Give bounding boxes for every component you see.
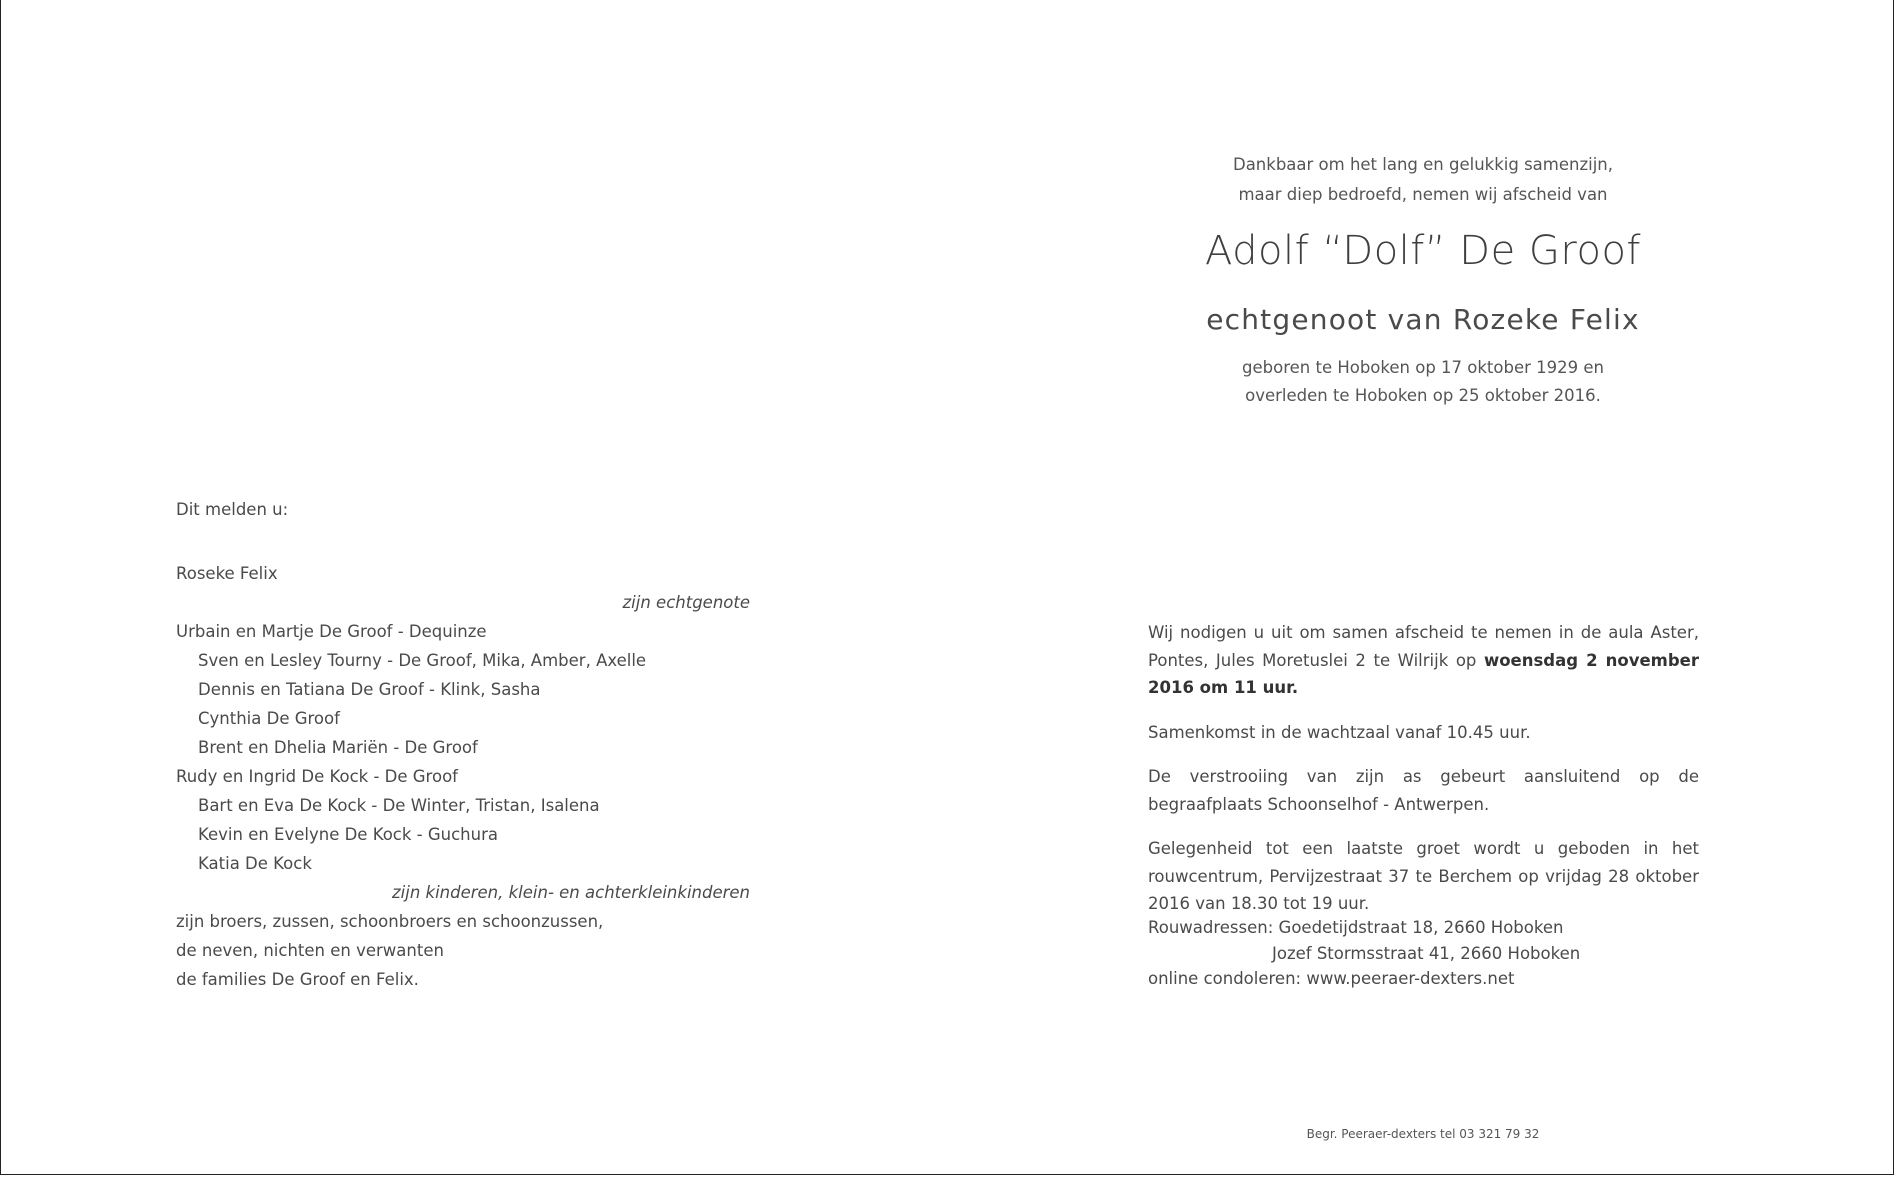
- family-member: Rudy en Ingrid De Kock - De Groof: [176, 767, 458, 786]
- family-list: [176, 559, 750, 994]
- family-member: Katia De Kock: [198, 854, 312, 873]
- online-condolence: online condoleren: www.peeraer-dexters.net: [1148, 969, 1515, 988]
- announcement: Dit melden u:: [176, 500, 289, 519]
- visitation-paragraph: Gelegenheid tot een laatste groet wordt u geboden in het rouwcentrum, Pervijzestraat 37 te Berchem op vrijdag 28 oktober 2016 van 18.30 tot 19 uur.: [1148, 839, 1699, 913]
- family-member: Sven en Lesley Tourny - De Groof, Mika, Amber, Axelle: [198, 651, 647, 670]
- spouse-line: echtgenoot van Rozeke Felix: [1206, 303, 1640, 336]
- spouse-role: zijn echtgenote: [622, 593, 750, 612]
- mourning-address-2: Jozef Stormsstraat 41, 2660 Hoboken: [1272, 943, 1581, 963]
- relatives-line: de families De Groof en Felix.: [176, 970, 419, 989]
- mourning-address-1: Rouwadressen: Goedetijdstraat 18, 2660 Hoboken: [1148, 918, 1564, 937]
- scattering-paragraph: De verstrooiing van zijn as gebeurt aansluitend op de begraafplaats Schoonselhof - Antwerpen.: [1148, 767, 1699, 814]
- family-member: Brent en Dhelia Mariën - De Groof: [198, 738, 478, 757]
- undertaker-footer: Begr. Peeraer-dexters tel 03 321 79 32: [1306, 1127, 1540, 1141]
- relatives-line: zijn broers, zussen, schoonbroers en schoonzussen,: [176, 912, 604, 931]
- gathering-paragraph: Samenkomst in de wachtzaal vanaf 10.45 uur.: [1148, 722, 1531, 742]
- deceased-name: Adolf “Dolf” De Groof: [1204, 228, 1642, 274]
- intro-line-1: Dankbaar om het lang en gelukkig samenzijn,: [1232, 155, 1613, 174]
- invitation-paragraph: [1148, 619, 1699, 702]
- family-member: Bart en Eva De Kock - De Winter, Tristan, Isalena: [198, 796, 600, 815]
- relatives-line: de neven, nichten en verwanten: [176, 941, 444, 960]
- family-member: Dennis en Tatiana De Groof - Klink, Sasha: [198, 680, 541, 699]
- born-line: geboren te Hoboken op 17 oktober 1929 en: [1242, 358, 1604, 377]
- invitation-date: woensdag 2 november 2016 om 11 uur.: [1148, 650, 1699, 697]
- intro-text: [1120, 150, 1726, 210]
- intro-line-2: maar diep bedroefd, nemen wij afscheid van: [1238, 185, 1608, 204]
- family-member: Kevin en Evelyne De Kock - Guchura: [198, 825, 498, 844]
- family-member: Urbain en Martje De Groof - Dequinze: [176, 622, 487, 641]
- ceremony-details: [1148, 619, 1699, 935]
- contact-info: [1148, 915, 1699, 992]
- invitation-text: Wij nodigen u uit om samen afscheid te nemen in de aula Aster, Pontes, Jules Moretuslei 2 te Wilrijk op: [1148, 623, 1699, 670]
- spouse-name: Roseke Felix: [176, 564, 278, 583]
- family-member: Cynthia De Groof: [198, 709, 340, 728]
- children-role: zijn kinderen, klein- en achterkleinkinderen: [391, 883, 750, 902]
- life-dates: [1120, 354, 1726, 410]
- died-line: overleden te Hoboken op 25 oktober 2016.: [1245, 386, 1601, 405]
